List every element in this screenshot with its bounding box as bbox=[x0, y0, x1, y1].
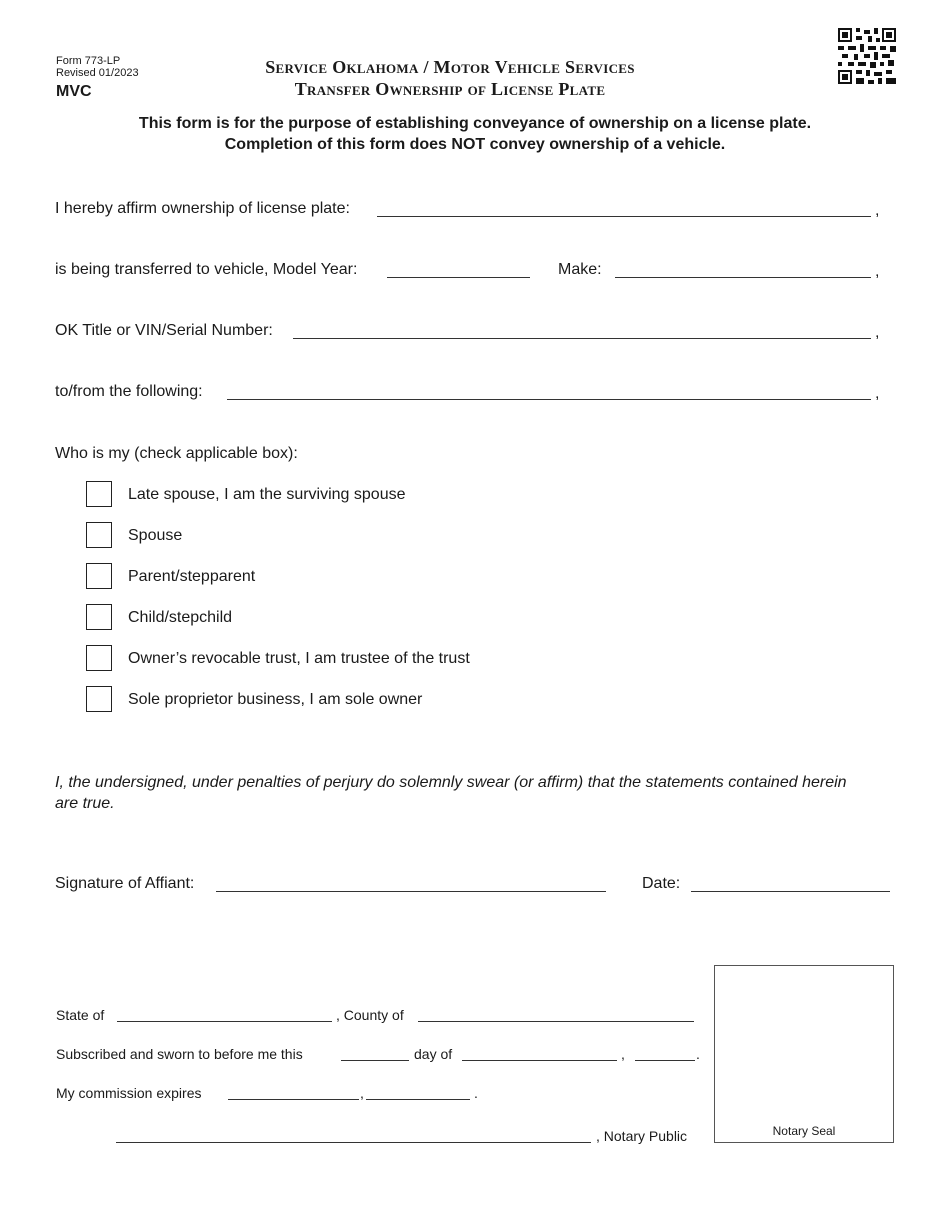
intro-line-1: This form is for the purpose of establishing conveyance of ownership on a license plate. bbox=[138, 115, 812, 132]
checkbox-late-spouse[interactable] bbox=[86, 481, 112, 507]
date-label: Date: bbox=[642, 875, 681, 892]
notary-period: . bbox=[696, 1046, 700, 1062]
county-input[interactable] bbox=[418, 1021, 694, 1022]
notary-signature-input[interactable] bbox=[116, 1142, 591, 1143]
vin-comma: , bbox=[875, 324, 880, 341]
tofrom-label: to/from the following: bbox=[55, 383, 203, 400]
notary-comma: , bbox=[621, 1046, 625, 1062]
agency-title: Service Oklahoma / Motor Vehicle Services bbox=[265, 57, 635, 77]
day-of-label: day of bbox=[414, 1046, 453, 1062]
option-label: Spouse bbox=[128, 527, 183, 544]
commission-period: . bbox=[474, 1085, 478, 1101]
qr-code-icon bbox=[838, 28, 896, 84]
commission-date-input[interactable] bbox=[228, 1099, 359, 1100]
vin-input[interactable] bbox=[293, 338, 871, 339]
state-label: State of bbox=[56, 1007, 105, 1023]
option-label: Owner’s revocable trust, I am trustee of the trust bbox=[128, 650, 470, 667]
signature-label: Signature of Affiant: bbox=[55, 875, 195, 892]
plate-comma: , bbox=[875, 202, 880, 219]
subscribed-label: Subscribed and sworn to before me this bbox=[56, 1046, 303, 1062]
checkbox-sole-proprietor[interactable] bbox=[86, 686, 112, 712]
plate-input[interactable] bbox=[377, 216, 871, 217]
notary-seal-label: Notary Seal bbox=[772, 1124, 836, 1138]
tofrom-comma: , bbox=[875, 385, 880, 402]
form-number: Form 773-LP bbox=[56, 55, 121, 67]
option-label: Child/stepchild bbox=[128, 609, 233, 626]
option-label: Late spouse, I am the surviving spouse bbox=[128, 486, 406, 503]
county-label: , County of bbox=[336, 1007, 404, 1023]
model-year-label: is being transferred to vehicle, Model Year: bbox=[55, 261, 358, 278]
plate-label: I hereby affirm ownership of license plate: bbox=[55, 200, 350, 217]
month-input[interactable] bbox=[462, 1060, 617, 1061]
form-title: Transfer Ownership of License Plate bbox=[294, 79, 606, 99]
make-input[interactable] bbox=[615, 277, 871, 278]
intro-line-2: Completion of this form does NOT convey ownership of a vehicle. bbox=[224, 136, 726, 153]
commission-comma: , bbox=[360, 1085, 364, 1101]
state-input[interactable] bbox=[117, 1021, 332, 1022]
commission-label: My commission expires bbox=[56, 1085, 202, 1101]
notary-seal-box bbox=[714, 965, 894, 1143]
revised-date: Revised 01/2023 bbox=[56, 67, 139, 79]
option-label: Sole proprietor business, I am sole owner bbox=[128, 691, 423, 708]
model-year-input[interactable] bbox=[387, 277, 530, 278]
signature-input[interactable] bbox=[216, 891, 606, 892]
year-input[interactable] bbox=[635, 1060, 695, 1061]
date-input[interactable] bbox=[691, 891, 890, 892]
division-code: MVC bbox=[56, 83, 92, 100]
checkbox-spouse[interactable] bbox=[86, 522, 112, 548]
relationship-prompt: Who is my (check applicable box): bbox=[55, 445, 298, 462]
tofrom-input[interactable] bbox=[227, 399, 871, 400]
checkbox-child[interactable] bbox=[86, 604, 112, 630]
notary-public-label: , Notary Public bbox=[596, 1128, 688, 1144]
perjury-statement: I, the undersigned, under penalties of perjury do solemnly swear (or affirm) that the statements contained herein are true. bbox=[55, 774, 847, 812]
day-input[interactable] bbox=[341, 1060, 409, 1061]
option-label: Parent/stepparent bbox=[128, 568, 256, 585]
checkbox-parent[interactable] bbox=[86, 563, 112, 589]
vin-label: OK Title or VIN/Serial Number: bbox=[55, 322, 273, 339]
commission-year-input[interactable] bbox=[366, 1099, 470, 1100]
make-comma: , bbox=[875, 263, 880, 280]
checkbox-trust[interactable] bbox=[86, 645, 112, 671]
make-label: Make: bbox=[558, 261, 602, 278]
